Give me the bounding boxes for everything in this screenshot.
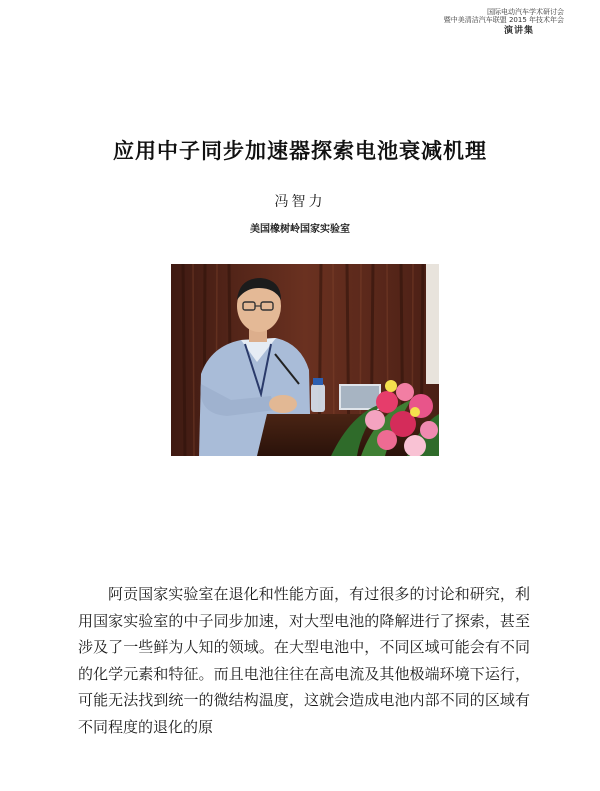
conference-subtitle: 暨中美清洁汽车联盟 2015 年技术年会 <box>443 16 564 24</box>
conference-name: 国际电动汽车学术研讨会 <box>487 8 564 16</box>
article-title: 应用中子同步加速器探索电池衰减机理 <box>113 139 487 163</box>
collection-label: 演讲集 <box>503 26 534 36</box>
speaker-photo <box>171 264 439 456</box>
article-body: 阿贡国家实验室在退化和性能方面，有过很多的讨论和研究，利用国家实验室的中子同步加速，对大型电池的降解进行了探索，甚至涉及了一些鲜为人知的领域。在大型电池中，不同区域可能会有不同的化学元素和特征。而且电池往往在高电流及其他极端环境下运行，可能无法找到统一的微结构温度，这就会造成电池内部不同的区域有不同程度的退化的原 <box>78 585 530 736</box>
author-affiliation: 美国橡树岭国家实验室 <box>250 224 350 235</box>
author-name: 冯智力 <box>274 194 326 210</box>
conference-header <box>414 8 564 35</box>
